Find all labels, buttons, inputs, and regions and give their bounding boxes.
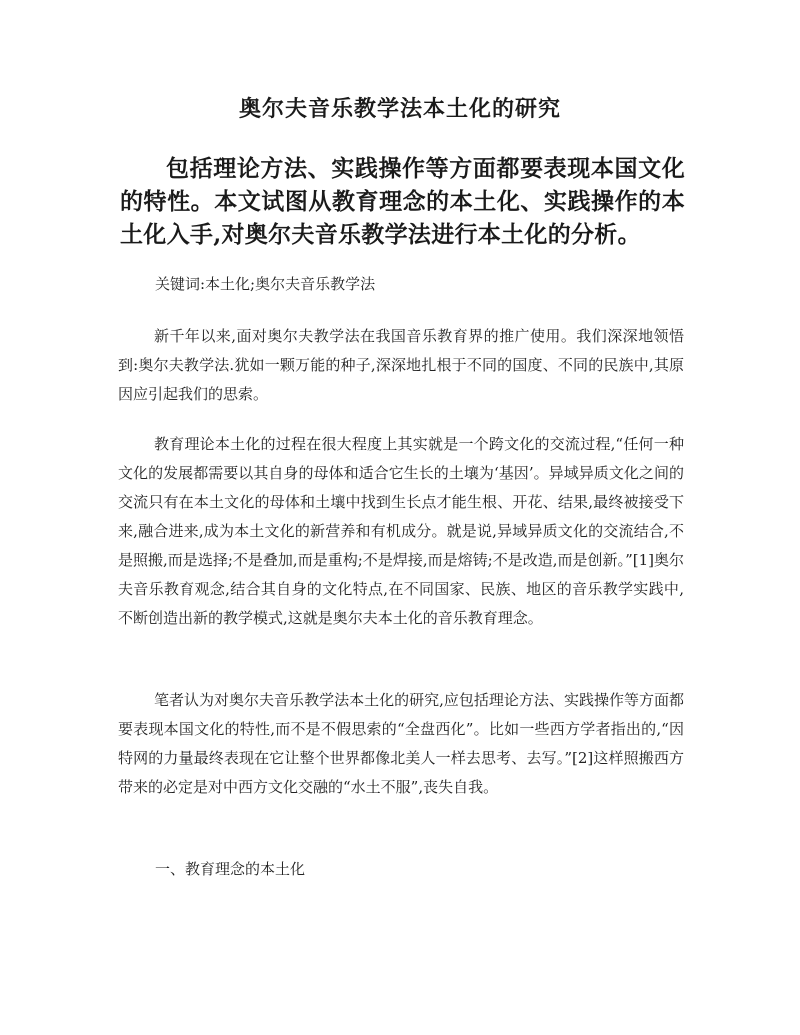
body-paragraph: 笔者认为对奥尔夫音乐教学法本土化的研究,应包括理论方法、实践操作等方面都要表现本国文化的特性,而不是不假思索的“全盘西化”。比如一些西方学者指出的,“因特网的力量最终表现在它让整个世界都像北美人一样去思考、去写。”[2]这样照搬西方带来的必定是对中西方文化交融的“水土不服”,丧失自我。 bbox=[118, 691, 684, 796]
body-paragraph: 教育理论本土化的过程在很大程度上其实就是一个跨文化的交流过程,“任何一种文化的发展都需要以其自身的母体和适合它生长的土壤为‘基因’。异域异质文化之间的交流只有在本土文化的母体和土壤中找到生长点才能生根、开花、结果,最终被接受下来,融合进来,成为本土文化的新营养和有机成分。就是说,异域异质文化的交流结合,不是照搬,而是选择;不是叠加,而是重构;不是焊接,而是熔铸;不是改造,而是创新。”[1]奥尔夫音乐教育观念,结合其自身的文化特点,在不同国家、民族、地区的音乐教学实践中,不断创造出新的教学模式,这就是奥尔夫本土化的音乐教育理念。 bbox=[118, 435, 684, 627]
section-heading: 一、教育理念的本土化 bbox=[155, 860, 306, 878]
abstract-paragraph: 包括理论方法、实践操作等方面都要表现本国文化的特性。本文试图从教育理念的本土化、实践操作的本土化入手,对奥尔夫音乐教学法进行本土化的分析。 bbox=[120, 155, 685, 248]
keywords-line: 关键词:本土化;奥尔夫音乐教学法 bbox=[155, 275, 376, 293]
document-title: 奥尔夫音乐教学法本土化的研究 bbox=[238, 96, 561, 122]
body-paragraph: 新千年以来,面对奥尔夫教学法在我国音乐教育界的推广使用。我们深深地领悟到:奥尔夫教学法.犹如一颗万能的种子,深深地扎根于不同的国度、不同的民族中,其原因应引起我们的思索。 bbox=[118, 327, 684, 403]
